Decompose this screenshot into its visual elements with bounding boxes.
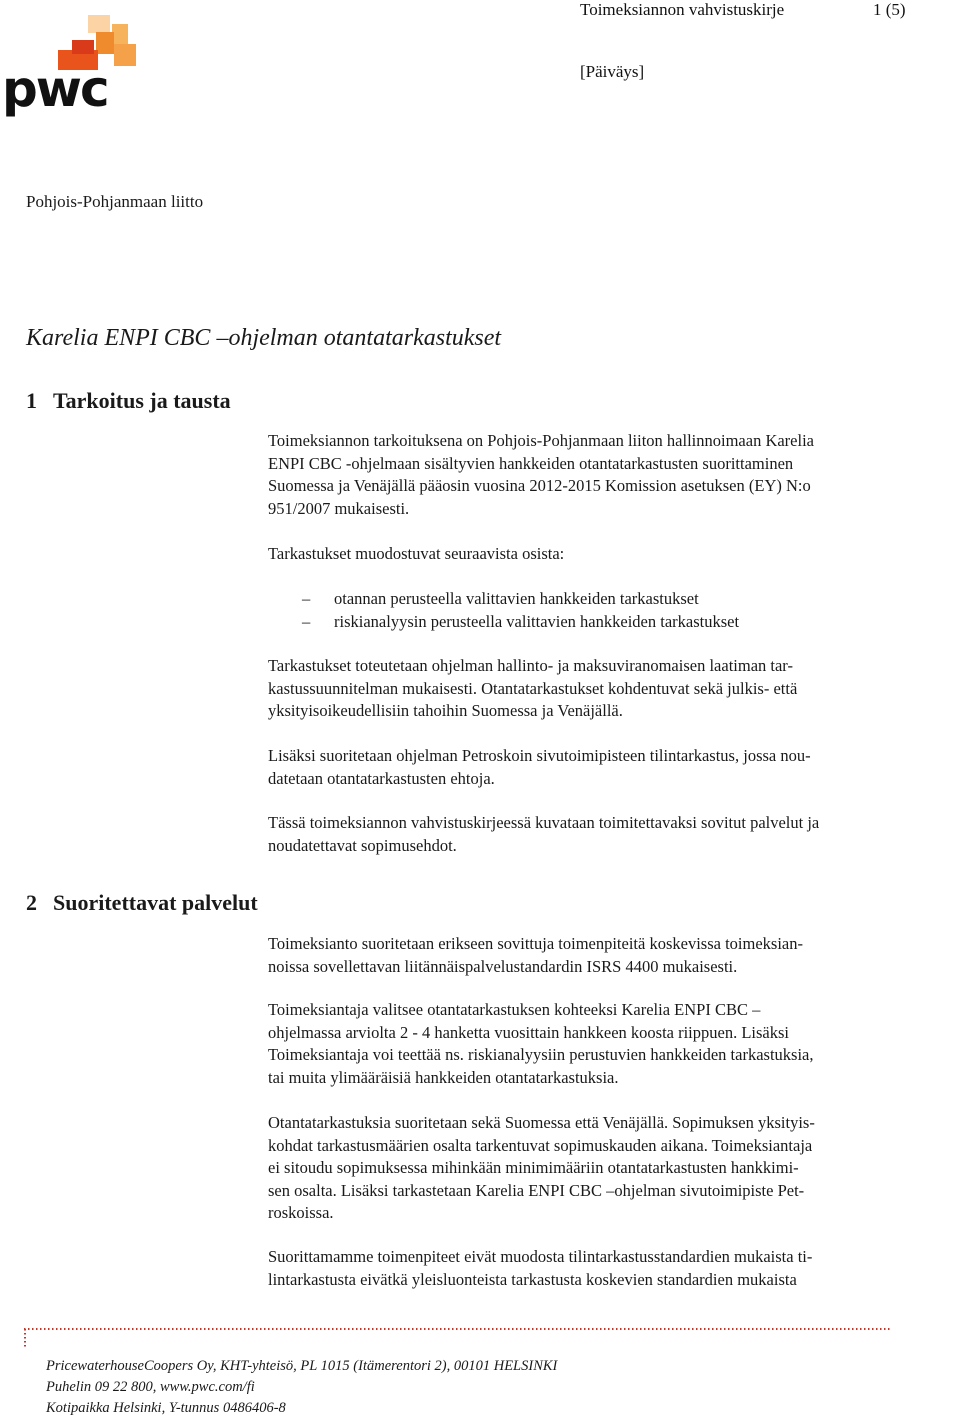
section-2-number: 2 — [26, 890, 37, 915]
document-title: Karelia ENPI CBC –ohjelman otantatarkastukset — [26, 325, 502, 351]
section-1-bullet-list — [268, 588, 958, 633]
date-placeholder: [Päiväys] — [580, 62, 645, 81]
footer-registration: Kotipaikka Helsinki, Y-tunnus 0486406-8 — [46, 1400, 286, 1416]
recipient: Pohjois-Pohjanmaan liitto — [26, 192, 204, 211]
section-2-p2: Toimeksiantaja valitsee otantatarkastuksen kohteeksi Karelia ENPI CBC – ohjelmassa arviolta 2 - 4 hanketta vuosittain hankkeen koosta riippuen. Lisäksi Toimeksiantaja voi teettää ns. riskianalyysiin perustuvien hankkeiden tarkastuksia, tai muita ylimääräisiä hankkeiden otantatarkastuksia. — [268, 1000, 814, 1087]
section-1-p3: Tarkastukset toteutetaan ohjelman hallinto- ja maksuviranomaisen laatiman tar- kastussuunnitelman mukaisesti. Otantatarkastukset kohdentuvat sekä julkis- että yksityisoikeudellisiin tahoihin Suomessa ja Venäjällä. — [268, 656, 798, 720]
footer-contact: Puhelin 09 22 800, www.pwc.com/fi — [46, 1379, 255, 1395]
section-1-p5: Tässä toimeksiannon vahvistuskirjeessä kuvataan toimitettavaksi sovitut palvelut ja noudatettavat sopimusehdot. — [268, 813, 820, 855]
section-2-p1: Toimeksianto suoritetaan erikseen sovittuja toimenpiteitä koskevissa toimeksian- noissa sovellettavan liitännäispalvelustandardin ISRS 4400 mukaisesti. — [268, 934, 803, 976]
section-2-p3: Otantatarkastuksia suoritetaan sekä Suomessa että Venäjällä. Sopimuksen yksityis- kohdat tarkastusmäärien osalta tarkentuvat sopimuskauden aikana. Toimeksiantaja ei sitoudu sopimuksessa mihinkään minimimääriin otantatarkastusten hankkimi- sen osalta. Lisäksi tarkastetaan Karelia ENPI CBC –ohjelman sivutoimipiste Pet- roskoissa. — [268, 1113, 815, 1222]
list-item: – riskianalyysin perusteella valittavien hankkeiden tarkastukset — [268, 611, 958, 634]
dash-icon: – — [302, 589, 311, 608]
list-item: – otannan perusteella valittavien hankkeiden tarkastukset — [268, 588, 958, 611]
section-1-p1: Toimeksiannon tarkoituksena on Pohjois-Pohjanmaan liiton hallinnoimaan Karelia ENPI CBC -ohjelmaan sisältyvien hankkeiden otantatarkastusten suorittaminen Suomessa ja Venäjällä pääosin vuosina 2012-2015 Komission asetuksen (EY) N:o 951/2007 mukaisesti. — [268, 431, 814, 518]
section-2-heading — [26, 890, 258, 916]
dash-icon: – — [302, 611, 311, 631]
section-1-title: Tarkoitus ja tausta — [53, 388, 231, 413]
page-number: 1 (5) — [873, 0, 906, 19]
pwc-logo — [0, 10, 140, 120]
document-type: Toimeksiannon vahvistuskirje — [580, 0, 785, 19]
footer-company: PricewaterhouseCoopers Oy, KHT-yhteisö, PL 1015 (Itämerentori 2), 00101 HELSINKI — [46, 1358, 558, 1374]
footer-rule — [22, 1326, 902, 1350]
footer — [46, 1356, 557, 1419]
pwc-logo-text: pwc — [2, 60, 108, 118]
section-1-number: 1 — [26, 388, 37, 413]
section-2-title: Suoritettavat palvelut — [53, 890, 258, 915]
section-1-p2: Tarkastukset muodostuvat seuraavista osista: — [268, 544, 565, 563]
section-1-heading — [26, 388, 231, 414]
section-1-p4: Lisäksi suoritetaan ohjelman Petroskoin sivutoimipisteen tilintarkastus, jossa nou- datetaan otantatarkastusten ehtoja. — [268, 746, 811, 788]
section-2-p4: Suorittamamme toimenpiteet eivät muodosta tilintarkastusstandardien mukaista ti- lintarkastusta eivätkä yleisluonteista tarkastusta koskevien standardien mukaista — [268, 1247, 813, 1289]
